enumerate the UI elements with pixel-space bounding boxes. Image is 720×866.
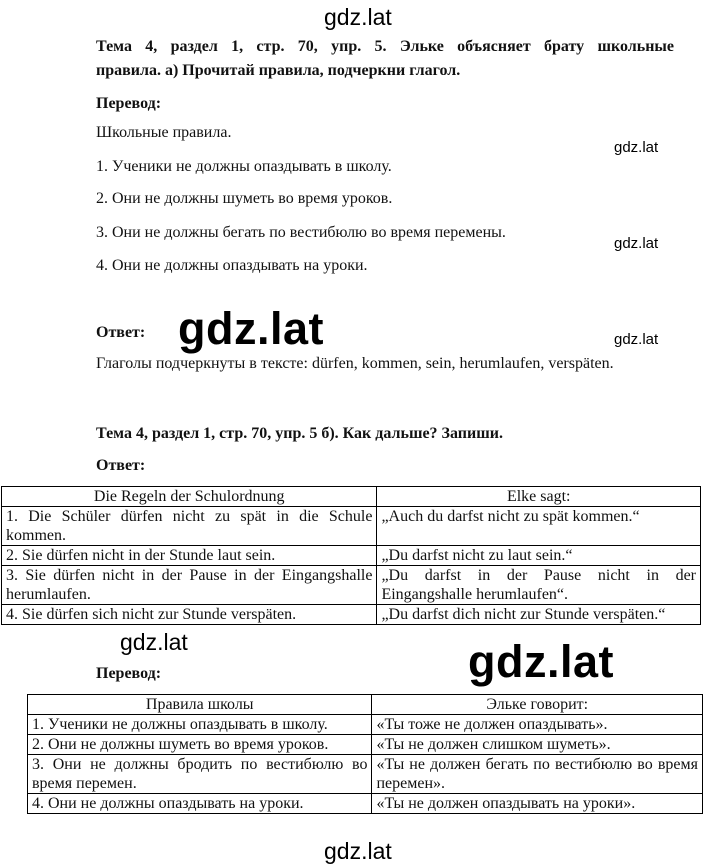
section1-answer-label: Ответ: (96, 324, 146, 341)
table-row (2, 546, 701, 566)
table-row (28, 794, 703, 814)
table-header-cell: Правила школы (28, 695, 372, 715)
section2-answer-label: Ответ: (96, 457, 146, 474)
table-cell: 3. Sie dürfen nicht in der Pause in der Eingangshalle herumlaufen. (2, 566, 377, 605)
section1-answer-text: Глаголы подчеркнуты в тексте: dürfen, kommen, sein, herumlaufen, verspäten. (96, 355, 614, 372)
table-cell: «Ты не должен слишком шуметь». (372, 735, 703, 755)
section1-title-line2: правила. а) Прочитай правила, подчеркни глагол. (96, 62, 461, 79)
table-cell: 3. Они не должны бродить по вестибюлю во время перемен. (28, 755, 372, 794)
watermark-right-2: gdz.lat (614, 235, 659, 252)
table-header-row (28, 695, 703, 715)
watermark-large-1: gdz.lat (178, 303, 324, 354)
table-row (2, 605, 701, 625)
table-row (2, 566, 701, 605)
table-cell: 1. Die Schüler dürfen nicht zu spät in die Schule kommen. (2, 507, 377, 546)
table-cell: „Auch du darfst nicht zu spät kommen.“ (377, 507, 701, 546)
table-row (2, 507, 701, 546)
table-cell: „Du darfst nicht zu laut sein.“ (377, 546, 701, 566)
table-header-row (2, 487, 701, 507)
section2-translation-label: Перевод: (96, 665, 162, 682)
table-row (28, 735, 703, 755)
table-header-cell: Elke sagt: (377, 487, 701, 507)
rule-item: 2. Они не должны шуметь во время уроков. (96, 190, 393, 207)
rule-item: 3. Они не должны бегать по вестибюлю во время перемены. (96, 224, 506, 241)
russian-rules-table (27, 694, 703, 814)
table-cell: 4. Sie dürfen sich nicht zur Stunde verspäten. (2, 605, 377, 625)
watermark-top: gdz.lat (324, 4, 392, 30)
table-cell: «Ты не должен бегать по вестибюлю во время перемен». (372, 755, 703, 794)
table-header-cell: Die Regeln der Schulordnung (2, 487, 377, 507)
rule-item: 4. Они не должны опаздывать на уроки. (96, 257, 368, 274)
rule-item: 1. Ученики не должны опаздывать в школу. (96, 158, 392, 175)
table-cell: 2. Sie dürfen nicht in der Stunde laut sein. (2, 546, 377, 566)
table-cell: «Ты не должен опаздывать на уроки». (372, 794, 703, 814)
table-cell: «Ты тоже не должен опаздывать». (372, 715, 703, 735)
section1-title-line1: Тема 4, раздел 1, стр. 70, упр. 5. Эльке объясняет брату школьные (96, 38, 674, 55)
table-row (28, 715, 703, 735)
german-rules-table (1, 486, 701, 625)
table-cell: 4. Они не должны опаздывать на уроки. (28, 794, 372, 814)
table-cell: „Du darfst dich nicht zur Stunde verspäten.“ (377, 605, 701, 625)
section1-translation-label: Перевод: (96, 95, 162, 112)
watermark-bottom: gdz.lat (324, 838, 392, 864)
table-cell: „Du darfst in der Pause nicht in der Eingangshalle herumlaufen“. (377, 566, 701, 605)
watermark-large-2: gdz.lat (468, 636, 614, 687)
table-header-cell: Эльке говорит: (372, 695, 703, 715)
table-row (28, 755, 703, 794)
table-cell: 1. Ученики не должны опаздывать в школу. (28, 715, 372, 735)
table-cell: 2. Они не должны шуметь во время уроков. (28, 735, 372, 755)
section2-title: Тема 4, раздел 1, стр. 70, упр. 5 б). Как дальше? Запиши. (96, 425, 503, 442)
rules-title: Школьные правила. (96, 124, 232, 141)
watermark-mid: gdz.lat (120, 629, 188, 655)
watermark-right-1: gdz.lat (614, 139, 659, 156)
watermark-right-3: gdz.lat (614, 331, 659, 348)
